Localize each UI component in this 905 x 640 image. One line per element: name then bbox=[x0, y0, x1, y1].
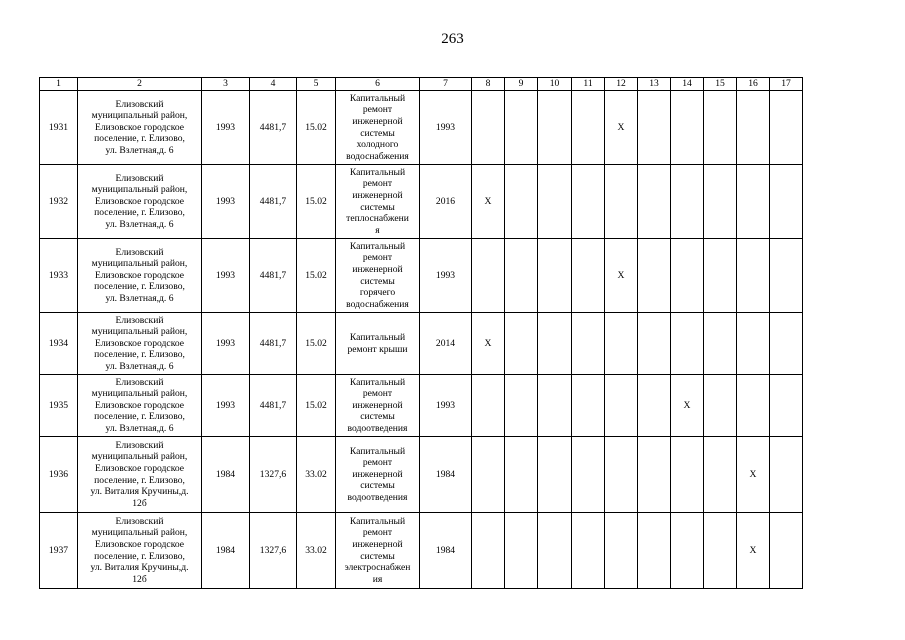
empty-cell bbox=[737, 375, 770, 437]
empty-cell bbox=[505, 239, 538, 313]
address-cell-line: ул. Виталия Кручины,д. bbox=[90, 486, 189, 498]
area-cell: 4481,7 bbox=[250, 313, 297, 375]
empty-cell bbox=[770, 239, 803, 313]
area-cell: 1327,6 bbox=[250, 513, 297, 589]
address-cell-line: Елизовское городское bbox=[94, 269, 185, 281]
empty-cell bbox=[638, 165, 671, 239]
mark-cell: X bbox=[737, 437, 770, 513]
year-built-cell: 1984 bbox=[202, 437, 250, 513]
empty-cell bbox=[472, 513, 505, 589]
work-type-cell-line: Капитальный bbox=[349, 240, 406, 252]
address-cell-line: Елизовское городское bbox=[94, 121, 185, 133]
empty-cell bbox=[538, 165, 572, 239]
column-header: 1 bbox=[40, 78, 78, 91]
table-row bbox=[40, 375, 803, 437]
empty-cell bbox=[638, 91, 671, 165]
table-row bbox=[40, 437, 803, 513]
empty-cell bbox=[472, 239, 505, 313]
empty-cell bbox=[505, 165, 538, 239]
work-type-cell-line: водоснабжения bbox=[346, 150, 409, 162]
work-type-cell-line: инженерной bbox=[352, 115, 403, 127]
address-cell bbox=[78, 239, 202, 313]
work-type-cell bbox=[336, 513, 420, 589]
empty-cell bbox=[572, 437, 605, 513]
table-row bbox=[40, 313, 803, 375]
work-type-cell-line: холодного bbox=[356, 139, 399, 151]
table-row bbox=[40, 513, 803, 589]
address-cell-line: 12б bbox=[132, 497, 147, 509]
work-type-cell-line: Капитальный bbox=[349, 376, 406, 388]
empty-cell bbox=[572, 313, 605, 375]
empty-cell bbox=[538, 239, 572, 313]
work-type-cell-line: ия bbox=[372, 573, 383, 585]
column-header: 17 bbox=[770, 78, 803, 91]
address-cell-line: ул. Виталия Кручины,д. bbox=[90, 562, 189, 574]
code-cell: 15.02 bbox=[297, 239, 336, 313]
work-type-cell-line: системы bbox=[360, 201, 395, 213]
empty-cell bbox=[638, 375, 671, 437]
address-cell-line: Елизовское городское bbox=[94, 337, 185, 349]
address-cell-line: муниципальный район, bbox=[91, 527, 188, 539]
address-cell-line: муниципальный район, bbox=[91, 258, 188, 270]
table-row bbox=[40, 165, 803, 239]
work-type-cell-line: теплоснабжени bbox=[346, 213, 409, 225]
area-cell: 4481,7 bbox=[250, 91, 297, 165]
address-cell-line: Елизовский bbox=[115, 246, 164, 258]
empty-cell bbox=[605, 313, 638, 375]
empty-cell bbox=[770, 165, 803, 239]
work-type-cell-line: инженерной bbox=[352, 263, 403, 275]
mark-cell: X bbox=[472, 313, 505, 375]
work-type-cell-line: системы bbox=[360, 480, 395, 492]
area-cell: 4481,7 bbox=[250, 375, 297, 437]
address-cell-line: ул. Взлетная,д. 6 bbox=[105, 292, 174, 304]
area-cell: 4481,7 bbox=[250, 239, 297, 313]
empty-cell bbox=[704, 375, 737, 437]
empty-cell bbox=[770, 437, 803, 513]
empty-cell bbox=[638, 313, 671, 375]
address-cell-line: Елизовский bbox=[115, 172, 164, 184]
empty-cell bbox=[605, 437, 638, 513]
column-header: 8 bbox=[472, 78, 505, 91]
work-type-cell-line: Капитальный bbox=[349, 166, 406, 178]
empty-cell bbox=[572, 165, 605, 239]
empty-cell bbox=[505, 513, 538, 589]
last-repair-year-cell: 1984 bbox=[420, 513, 472, 589]
work-type-cell bbox=[336, 313, 420, 375]
work-type-cell-line: инженерной bbox=[352, 538, 403, 550]
address-cell-line: ул. Взлетная,д. 6 bbox=[105, 218, 174, 230]
work-type-cell bbox=[336, 91, 420, 165]
work-type-cell-line: ремонт крыши bbox=[347, 343, 408, 355]
empty-cell bbox=[671, 165, 704, 239]
empty-cell bbox=[605, 375, 638, 437]
work-type-cell-line: ремонт bbox=[362, 527, 393, 539]
address-cell bbox=[78, 513, 202, 589]
table-row bbox=[40, 91, 803, 165]
empty-cell bbox=[704, 239, 737, 313]
empty-cell bbox=[505, 91, 538, 165]
work-type-cell bbox=[336, 239, 420, 313]
work-type-cell-line: инженерной bbox=[352, 468, 403, 480]
work-type-cell-line: системы bbox=[360, 550, 395, 562]
empty-cell bbox=[671, 91, 704, 165]
address-cell-line: поселение, г. Елизово, bbox=[94, 207, 185, 219]
address-cell-line: Елизовский bbox=[115, 439, 164, 451]
empty-cell bbox=[538, 91, 572, 165]
empty-cell bbox=[671, 437, 704, 513]
last-repair-year-cell: 1984 bbox=[420, 437, 472, 513]
address-cell-line: муниципальный район, bbox=[91, 326, 188, 338]
empty-cell bbox=[671, 239, 704, 313]
last-repair-year-cell: 2014 bbox=[420, 313, 472, 375]
empty-cell bbox=[671, 513, 704, 589]
address-cell-line: Елизовское городское bbox=[94, 538, 185, 550]
address-cell-line: муниципальный район, bbox=[91, 388, 188, 400]
address-cell-line: поселение, г. Елизово, bbox=[94, 133, 185, 145]
empty-cell bbox=[737, 313, 770, 375]
empty-cell bbox=[704, 437, 737, 513]
area-cell: 1327,6 bbox=[250, 437, 297, 513]
work-type-cell-line: Капитальный bbox=[349, 445, 406, 457]
empty-cell bbox=[770, 375, 803, 437]
empty-cell bbox=[704, 165, 737, 239]
year-built-cell: 1993 bbox=[202, 165, 250, 239]
address-cell-line: Елизовское городское bbox=[94, 195, 185, 207]
column-header: 15 bbox=[704, 78, 737, 91]
column-header: 14 bbox=[671, 78, 704, 91]
empty-cell bbox=[704, 313, 737, 375]
empty-cell bbox=[638, 513, 671, 589]
address-cell-line: поселение, г. Елизово, bbox=[94, 349, 185, 361]
row-number-cell: 1936 bbox=[40, 437, 78, 513]
column-header: 6 bbox=[336, 78, 420, 91]
address-cell-line: муниципальный район, bbox=[91, 110, 188, 122]
column-header: 13 bbox=[638, 78, 671, 91]
address-cell bbox=[78, 165, 202, 239]
empty-cell bbox=[572, 513, 605, 589]
address-cell bbox=[78, 375, 202, 437]
address-cell-line: ул. Взлетная,д. 6 bbox=[105, 422, 174, 434]
column-number-row bbox=[40, 78, 803, 91]
empty-cell bbox=[737, 165, 770, 239]
empty-cell bbox=[572, 375, 605, 437]
empty-cell bbox=[538, 313, 572, 375]
last-repair-year-cell: 2016 bbox=[420, 165, 472, 239]
year-built-cell: 1993 bbox=[202, 313, 250, 375]
empty-cell bbox=[572, 91, 605, 165]
empty-cell bbox=[472, 375, 505, 437]
work-type-cell-line: ремонт bbox=[362, 104, 393, 116]
address-cell-line: поселение, г. Елизово, bbox=[94, 411, 185, 423]
code-cell: 15.02 bbox=[297, 165, 336, 239]
empty-cell bbox=[505, 375, 538, 437]
column-header: 2 bbox=[78, 78, 202, 91]
work-type-cell-line: Капитальный bbox=[349, 331, 406, 343]
address-cell-line: поселение, г. Елизово, bbox=[94, 550, 185, 562]
work-type-cell-line: ремонт bbox=[362, 388, 393, 400]
address-cell-line: Елизовский bbox=[115, 314, 164, 326]
year-built-cell: 1993 bbox=[202, 239, 250, 313]
mark-cell: X bbox=[737, 513, 770, 589]
address-cell-line: 12б bbox=[132, 573, 147, 585]
address-cell-line: Елизовский bbox=[115, 515, 164, 527]
work-type-cell-line: ремонт bbox=[362, 457, 393, 469]
empty-cell bbox=[704, 513, 737, 589]
work-type-cell-line: водоотведения bbox=[347, 422, 408, 434]
address-cell bbox=[78, 313, 202, 375]
empty-cell bbox=[638, 437, 671, 513]
empty-cell bbox=[505, 313, 538, 375]
column-header: 3 bbox=[202, 78, 250, 91]
address-cell-line: Елизовский bbox=[115, 98, 164, 110]
row-number-cell: 1933 bbox=[40, 239, 78, 313]
address-cell bbox=[78, 91, 202, 165]
mark-cell: X bbox=[472, 165, 505, 239]
work-type-cell-line: системы bbox=[360, 127, 395, 139]
empty-cell bbox=[472, 437, 505, 513]
last-repair-year-cell: 1993 bbox=[420, 375, 472, 437]
registry-table bbox=[39, 77, 803, 589]
work-type-cell-line: Капитальный bbox=[349, 92, 406, 104]
column-header: 10 bbox=[538, 78, 572, 91]
work-type-cell bbox=[336, 437, 420, 513]
address-cell bbox=[78, 437, 202, 513]
mark-cell: X bbox=[605, 91, 638, 165]
address-cell-line: ул. Взлетная,д. 6 bbox=[105, 360, 174, 372]
column-header: 11 bbox=[572, 78, 605, 91]
work-type-cell-line: электроснабжен bbox=[344, 562, 411, 574]
address-cell-line: поселение, г. Елизово, bbox=[94, 281, 185, 293]
empty-cell bbox=[572, 239, 605, 313]
work-type-cell-line: системы bbox=[360, 411, 395, 423]
row-number-cell: 1934 bbox=[40, 313, 78, 375]
row-number-cell: 1937 bbox=[40, 513, 78, 589]
empty-cell bbox=[638, 239, 671, 313]
address-cell-line: Елизовское городское bbox=[94, 399, 185, 411]
row-number-cell: 1931 bbox=[40, 91, 78, 165]
empty-cell bbox=[770, 91, 803, 165]
code-cell: 15.02 bbox=[297, 313, 336, 375]
row-number-cell: 1932 bbox=[40, 165, 78, 239]
empty-cell bbox=[671, 313, 704, 375]
column-header: 12 bbox=[605, 78, 638, 91]
mark-cell: X bbox=[605, 239, 638, 313]
address-cell-line: муниципальный район, bbox=[91, 184, 188, 196]
column-header: 4 bbox=[250, 78, 297, 91]
empty-cell bbox=[605, 513, 638, 589]
work-type-cell-line: системы bbox=[360, 275, 395, 287]
work-type-cell-line: инженерной bbox=[352, 399, 403, 411]
address-cell-line: Елизовское городское bbox=[94, 462, 185, 474]
year-built-cell: 1984 bbox=[202, 513, 250, 589]
last-repair-year-cell: 1993 bbox=[420, 239, 472, 313]
year-built-cell: 1993 bbox=[202, 375, 250, 437]
area-cell: 4481,7 bbox=[250, 165, 297, 239]
empty-cell bbox=[538, 375, 572, 437]
work-type-cell-line: водоотведения bbox=[347, 491, 408, 503]
code-cell: 33.02 bbox=[297, 513, 336, 589]
address-cell-line: муниципальный район, bbox=[91, 451, 188, 463]
year-built-cell: 1993 bbox=[202, 91, 250, 165]
work-type-cell bbox=[336, 375, 420, 437]
address-cell-line: поселение, г. Елизово, bbox=[94, 474, 185, 486]
table-row bbox=[40, 239, 803, 313]
last-repair-year-cell: 1993 bbox=[420, 91, 472, 165]
mark-cell: X bbox=[671, 375, 704, 437]
work-type-cell bbox=[336, 165, 420, 239]
row-number-cell: 1935 bbox=[40, 375, 78, 437]
code-cell: 33.02 bbox=[297, 437, 336, 513]
column-header: 5 bbox=[297, 78, 336, 91]
empty-cell bbox=[737, 239, 770, 313]
page-number: 263 bbox=[441, 31, 464, 47]
column-header: 16 bbox=[737, 78, 770, 91]
empty-cell bbox=[472, 91, 505, 165]
code-cell: 15.02 bbox=[297, 91, 336, 165]
empty-cell bbox=[538, 513, 572, 589]
address-cell-line: ул. Взлетная,д. 6 bbox=[105, 144, 174, 156]
empty-cell bbox=[704, 91, 737, 165]
work-type-cell-line: я bbox=[375, 224, 380, 236]
code-cell: 15.02 bbox=[297, 375, 336, 437]
empty-cell bbox=[605, 165, 638, 239]
work-type-cell-line: Капитальный bbox=[349, 515, 406, 527]
empty-cell bbox=[538, 437, 572, 513]
column-header: 9 bbox=[505, 78, 538, 91]
column-header: 7 bbox=[420, 78, 472, 91]
work-type-cell-line: водоснабжения bbox=[346, 298, 409, 310]
empty-cell bbox=[737, 91, 770, 165]
empty-cell bbox=[770, 313, 803, 375]
empty-cell bbox=[505, 437, 538, 513]
empty-cell bbox=[770, 513, 803, 589]
address-cell-line: Елизовский bbox=[115, 376, 164, 388]
work-type-cell-line: ремонт bbox=[362, 178, 393, 190]
work-type-cell-line: инженерной bbox=[352, 189, 403, 201]
work-type-cell-line: горячего bbox=[359, 287, 396, 299]
work-type-cell-line: ремонт bbox=[362, 252, 393, 264]
